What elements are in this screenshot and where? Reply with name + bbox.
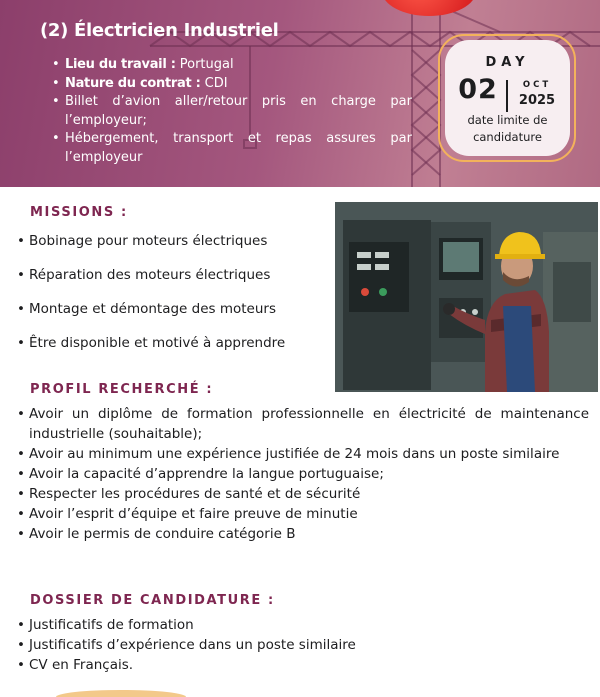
list-item: • Justificatifs d’expérience dans un poste similaire: [17, 635, 577, 655]
header-banner: [0, 0, 600, 187]
list-item: • Avoir un diplôme de formation professionnelle en électricité de maintenance industrielle (souhaitable);: [17, 404, 589, 444]
job-title: (2) Électricien Industriel: [40, 20, 279, 41]
list-item: • Avoir l’esprit d’équipe et faire preuve de minutie: [17, 504, 589, 524]
deadline-month: OCT: [522, 80, 552, 90]
job-detail-housing: • Hébergement, transport et repas assures par l’employeur: [52, 130, 412, 167]
list-item: • Réparation des moteurs électriques: [17, 265, 327, 299]
job-detail-flight: • Billet d’avion aller/retour pris en charge par l’employeur;: [52, 93, 412, 130]
list-item: • Avoir au minimum une expérience justifiée de 24 mois dans un poste similaire: [17, 444, 589, 464]
list-item: • Avoir le permis de conduire catégorie B: [17, 524, 589, 544]
deadline-day: 02: [458, 74, 498, 105]
deadline-separator: [506, 80, 508, 112]
missions-title: MISSIONS :: [30, 205, 128, 220]
list-item: • CV en Français.: [17, 655, 577, 675]
job-detail-contract: • Nature du contrat : CDI: [52, 75, 412, 94]
bottom-decorative-accent: [56, 690, 186, 697]
dossier-list: [17, 615, 577, 675]
list-item: • Avoir la capacité d’apprendre la langue portuguaise;: [17, 464, 589, 484]
deadline-day-word: DAY: [485, 55, 530, 70]
job-detail-location: • Lieu du travail : Portugal: [52, 56, 412, 75]
list-item: • Être disponible et motivé à apprendre: [17, 333, 327, 367]
deadline-caption: date limite de candidature: [467, 113, 548, 144]
deadline-card: [445, 40, 570, 156]
list-item: • Respecter les procédures de santé et de sécurité: [17, 484, 589, 504]
dossier-title: DOSSIER DE CANDIDATURE :: [30, 593, 275, 608]
list-item: • Bobinage pour moteurs électriques: [17, 231, 327, 265]
job-details-list: [52, 56, 412, 167]
profile-list: [17, 404, 589, 544]
list-item: • Montage et démontage des moteurs: [17, 299, 327, 333]
profile-title: PROFIL RECHERCHÉ :: [30, 382, 214, 397]
list-item: • Justificatifs de formation: [17, 615, 577, 635]
missions-list: [17, 231, 327, 367]
deadline-year: 2025: [518, 93, 556, 108]
worker-photo: [335, 202, 598, 392]
